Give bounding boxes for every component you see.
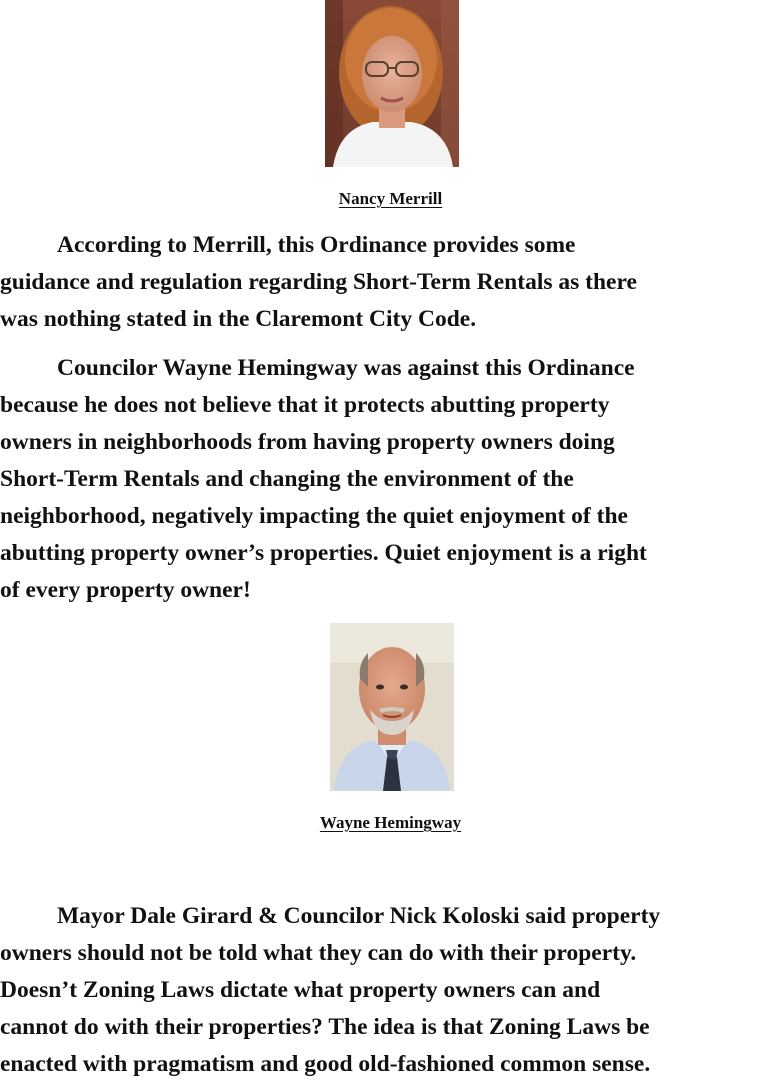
text-line: Councilor Wayne Hemingway was against this Ordinance bbox=[57, 355, 635, 381]
wayne-hemingway-photo bbox=[330, 623, 454, 791]
text-line: because he does not believe that it protects abutting property bbox=[0, 392, 610, 418]
photo-caption-hemingway: Wayne Hemingway bbox=[319, 813, 462, 832]
paragraph-hemingway-position bbox=[0, 350, 781, 609]
text-line: owners should not be told what they can do with their property. bbox=[0, 940, 637, 966]
paragraph-mayor-position bbox=[0, 898, 781, 1083]
text-line: Mayor Dale Girard & Councilor Nick Koloski said property bbox=[57, 903, 661, 929]
text-line: According to Merrill, this Ordinance provides some bbox=[57, 232, 576, 258]
photo-caption-merrill: Nancy Merrill bbox=[338, 189, 443, 208]
paragraph-merrill-quote bbox=[0, 227, 781, 338]
text-line: enacted with pragmatism and good old-fashioned common sense. bbox=[0, 1051, 651, 1077]
nancy-merrill-photo bbox=[325, 0, 459, 167]
text-line: guidance and regulation regarding Short-Term Rentals as there bbox=[0, 269, 637, 295]
text-line: cannot do with their properties? The idea is that Zoning Laws be bbox=[0, 1014, 650, 1040]
text-line: abutting property owner’s properties. Quiet enjoyment is a right bbox=[0, 540, 647, 566]
text-line: Short-Term Rentals and changing the environment of the bbox=[0, 466, 574, 492]
text-line: owners in neighborhoods from having property owners doing bbox=[0, 429, 615, 455]
text-line: was nothing stated in the Claremont City Code. bbox=[0, 306, 477, 332]
text-line: neighborhood, negatively impacting the quiet enjoyment of the bbox=[0, 503, 628, 529]
text-line: of every property owner! bbox=[0, 577, 251, 603]
text-line: Doesn’t Zoning Laws dictate what property owners can and bbox=[0, 977, 601, 1003]
